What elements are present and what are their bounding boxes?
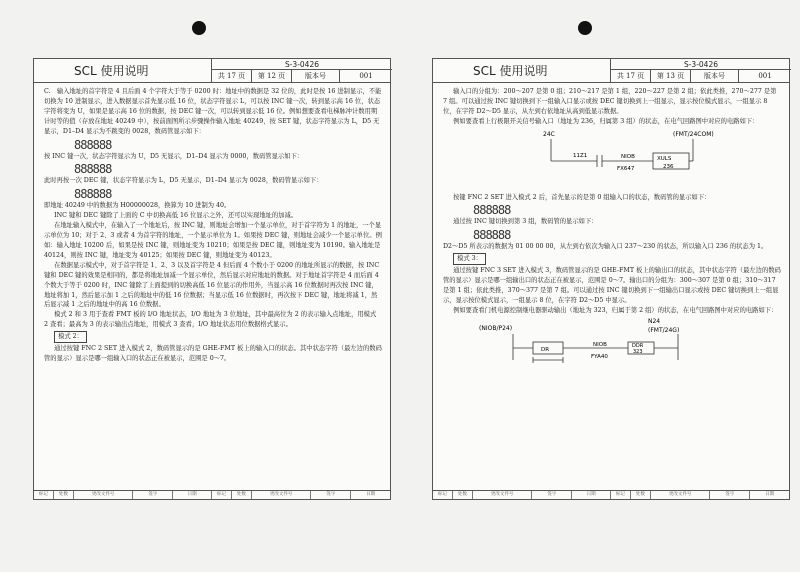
footer-cell: 处数 bbox=[453, 491, 473, 499]
total-pages: 共 17 页 bbox=[212, 70, 252, 83]
footer-cell: 处数 bbox=[54, 491, 74, 499]
doc-title: SCL 使用说明 bbox=[34, 59, 212, 83]
left-page bbox=[33, 58, 391, 500]
seven-seg-display: 888888 bbox=[74, 162, 112, 177]
doc-code: S-3-0426 bbox=[611, 59, 791, 70]
footer-cell: 签字 bbox=[311, 491, 351, 499]
circuit-label: FX647 bbox=[617, 165, 635, 172]
footer-cell: 更改文件号 bbox=[651, 491, 711, 499]
circuit-label: DDR bbox=[632, 342, 644, 349]
circuit-label: 24C bbox=[543, 130, 555, 138]
circuit-label: NIOB bbox=[593, 341, 607, 348]
paragraph: D2～D5 所表示的数据为 01 00 00 00，从左到右依次为输入口 237～230 的状态，所以输入口 236 的状态为 1。 bbox=[443, 243, 768, 251]
circuit-label: (FMT/24COM) bbox=[673, 130, 714, 138]
footer-cell: 标记 bbox=[34, 491, 54, 499]
seven-seg-display: 888888 bbox=[473, 203, 511, 218]
circuit-label: DR bbox=[541, 346, 550, 353]
paragraph: 即地址 40249 中的数据为 H00000028，换算为 10 进制为 40。 bbox=[44, 202, 231, 210]
punch-hole-right bbox=[578, 21, 592, 35]
version-label: 版本号 bbox=[292, 70, 340, 83]
footer-cell: 处数 bbox=[631, 491, 651, 499]
footer-cell: 处数 bbox=[232, 491, 252, 499]
right-page bbox=[432, 58, 790, 500]
footer-cell: 签字 bbox=[133, 491, 173, 499]
mode-label: 模式 3： bbox=[453, 253, 486, 265]
paragraph: 按键 FNC 2 SET 进入模式 2 后，首先显示的是第 0 组输入口的状态，数码管的显示如下： bbox=[453, 193, 711, 201]
paragraph: 输入口的分组为：200～207 是第 0 组；210～217 是第 1 组，220～227 是第 2 组；依此类推，270～277 是第 7 组。可以通过按 INC 键切换到下一组输入口显示或按 DEC 键切换到上一组显示，显示按位模式显示，一组显示 8 位，在字符 D2～D5 显示，从左到右依地址从高到低显示数据。 bbox=[443, 88, 777, 115]
footer-cell: 标记 bbox=[433, 491, 453, 499]
circuit-label: 11Z1 bbox=[573, 152, 588, 159]
doc-title: SCL 使用说明 bbox=[433, 59, 611, 83]
doc-code: S-3-0426 bbox=[212, 59, 392, 70]
footer-cell: 签字 bbox=[710, 491, 750, 499]
paragraph: 此时再按一次 DEC 键，状态字符显示为 L，D5 无显示，D1–D4 显示为 0028，数码管显示如下： bbox=[44, 177, 323, 185]
paragraph: 例如要查看上行极限开关信号输入口（地址为 236，归属第 3 组）的状态，在电气回路图中对应的电路如下： bbox=[453, 117, 759, 125]
paragraph: 按 INC 键一次，状态字符显示为 U，D5 无显示，D1–D4 显示为 0000，数码管显示如下： bbox=[44, 152, 304, 160]
seven-seg-display: 888888 bbox=[74, 187, 112, 202]
footer-cell: 签字 bbox=[532, 491, 572, 499]
circuit-label: (FMT/24G) bbox=[648, 326, 680, 334]
footer-cell: 日期 bbox=[366, 492, 376, 497]
footer-cell: 日期 bbox=[572, 491, 611, 499]
paragraph: 例如要查看门机电源控制继电器驱动输出（地址为 323，归属于第 2 组）的状态，在电气回路图中对应的电路如下： bbox=[453, 306, 778, 314]
page-meta bbox=[611, 70, 791, 83]
circuit-label: N24 bbox=[648, 317, 661, 325]
version-label: 版本号 bbox=[691, 70, 739, 83]
footer-cell: 标记 bbox=[611, 491, 631, 499]
footer-cell: 日期 bbox=[173, 491, 212, 499]
footer-cell: 更改文件号 bbox=[74, 491, 134, 499]
page-body bbox=[443, 87, 781, 487]
circuit-label: XULS bbox=[657, 155, 672, 162]
page-header bbox=[34, 59, 390, 83]
paragraph: 在数据显示模式中，对于首字符是 1、2、3 以及首字符是 4 但后面 4 个数小于 0200 的地址所显示的数据，按 INC 键和 DEC 键的效果是相同的，都是将地址加减一个显示单位，然后显示对应地址的数据。对于地址首字符是 4 而后面 4 个数大于等于 0200 时，INC 键除了上面提到的切换高低 16 位显示的作用外，当显示高 16 位数据时再次按 INC 键，地址将加 1，然后显示加 1 之后的地址中的低 16 位数据；当显示低 16 位数据时，再次按下 DEC 键，地址将减 1，然后显示减 1 之后的地址中的高 16 位数据。 bbox=[44, 261, 380, 309]
paragraph: C. 输入地址的首字符是 4 且后面 4 个字符大于等于 0200 时：地址中的数据是 32 位的，此时是按 16 进制显示，不能切换为 10 进制显示，进入数据显示首先显示低 16 位，状态字符显示 L，可以按 INC 键一次，转到显示高 16 位，状态字符将变为 U，如果是显示高 16 位的数据，按 DEC 键一次，可以转到显示低 16 位。例如想要查看电梯脉冲计数用期计时等的值（存放在地址 40249 中），按前面图所示步骤操作输入地址 40249，按 SET 键，状态字符显示为 L，D5 无显示，D1–D4 显示为不跳变的 0028，数码管显示如下： bbox=[44, 88, 382, 135]
version-value: 001 bbox=[758, 72, 772, 80]
circuit-label: (NIOB/P24) bbox=[479, 324, 513, 332]
page-meta bbox=[212, 70, 392, 83]
circuit-diagram-input bbox=[443, 127, 773, 189]
paragraph: 通过按键 FNC 3 SET 进入模式 3，数码管显示的是 GHE-FMT 板上的输出口的状态，其中状态字符（最左边的数码管的显示）显示是哪一组输出口的状态正在被显示，范围是 0～7。输出口的分组为：300～307 是第 0 组；310～317 是第 1 组；依此类推，370～377 是第 7 组。可以通过按 INC 键切换到下一组输出口显示或按 DEC 键切换到上一组显示，显示按位模式显示，一组显示 8 位，在字符 D2～D5 中显示。 bbox=[443, 267, 781, 304]
total-pages: 共 17 页 bbox=[611, 70, 651, 83]
mode-label: 模式 2： bbox=[54, 331, 87, 343]
footer-cell: 更改文件号 bbox=[252, 491, 312, 499]
circuit-diagram-output bbox=[443, 316, 773, 374]
page-footer bbox=[34, 490, 390, 499]
circuit-label: 236 bbox=[663, 163, 674, 170]
page-footer bbox=[433, 490, 789, 499]
paragraph: INC 键和 DEC 键除了上面的 C 中切换高低 16 位显示之外，还可以实现地址的加减。 bbox=[54, 212, 298, 220]
punch-hole-left bbox=[192, 21, 206, 35]
page-body bbox=[44, 87, 382, 487]
seven-seg-display: 888888 bbox=[473, 228, 511, 243]
page-number: 第 13 页 bbox=[651, 70, 691, 83]
circuit-label: NIOB bbox=[621, 153, 635, 160]
circuit-label: FYA40 bbox=[591, 353, 608, 360]
footer-cell: 更改文件号 bbox=[473, 491, 533, 499]
seven-seg-display: 888888 bbox=[74, 137, 112, 152]
footer-cell: 日期 bbox=[765, 492, 775, 497]
page-number: 第 12 页 bbox=[252, 70, 292, 83]
footer-cell: 标记 bbox=[212, 491, 232, 499]
circuit-label: 323 bbox=[633, 348, 643, 355]
paragraph: 模式 2 和 3 用于查看 FMT 板的 I/O 地址状态，I/O 地址为 3 位地址，其中最高位为 2 的表示输入点地址，用模式 2 查看；最高为 3 的表示输出点地址，用模式 3 查看，I/O 地址状态用位数据格式显示。 bbox=[44, 311, 377, 329]
version-value: 001 bbox=[359, 72, 373, 80]
paragraph: 通过按 INC 键切换到第 3 组，数码管的显示如下： bbox=[453, 218, 598, 226]
page-header bbox=[433, 59, 789, 83]
paragraph: 通过按键 FNC 2 SET 进入模式 2，数码管显示的是 GHE-FMT 板上的输入口的状态。其中状态字符（最左边的数码管的显示）显示是哪一组输入口的状态正在被显示，范围是 0～7。 bbox=[44, 345, 382, 362]
paragraph: 在地址输入模式中，在输入了一个地址后，按 INC 键，则地址会增加一个显示单位，对于首字符为 1 的地址，一个显示单位为 10；对于 2、3 或者 4 为首字符的地址，一个显示单位为 1。如果按 DEC 键，则地址会减少一个显示单位。例如：输入地址 10200 后，如果是按 INC 键，则地址变为 10210；如果是按 DEC 键，则地址变为 10190。输入地址是 40124，则按 INC 键，地址变为 40125；如果按 DEC 键，则地址变为 40123。 bbox=[44, 222, 382, 259]
